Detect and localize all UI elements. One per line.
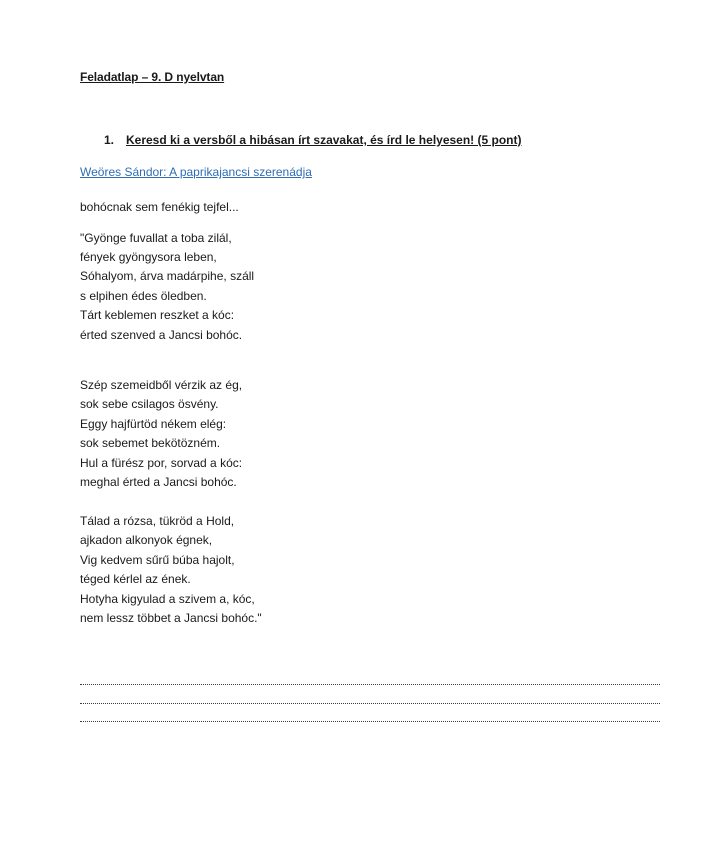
answer-line[interactable] xyxy=(80,703,660,704)
poem-line: sok sebemet bekötözném. xyxy=(80,436,221,450)
answer-line[interactable] xyxy=(80,684,660,685)
poem-line: "Gyönge fuvallat a toba zilál, xyxy=(80,231,232,245)
intro-line: bohócnak sem fenékig tejfel... xyxy=(80,200,239,214)
poem-line: érted szenved a Jancsi bohóc. xyxy=(80,328,243,342)
answer-line[interactable] xyxy=(80,721,660,722)
poem-line: Szép szemeidből vérzik az ég, xyxy=(80,378,243,392)
poem-line: Tárt keblemen reszket a kóc: xyxy=(80,308,235,322)
poem-line: nem lessz többet a Jancsi bohóc." xyxy=(80,611,262,625)
poem-line: sok sebe csilagos ösvény. xyxy=(80,397,219,411)
poem-line: Eggy hajfürtöd nékem elég: xyxy=(80,417,227,431)
poem-title-link[interactable]: Weöres Sándor: A paprikajancsi szerenádja xyxy=(80,165,312,179)
page-title: Feladatlap – 9. D nyelvtan xyxy=(80,70,225,84)
poem-line: ajkadon alkonyok égnek, xyxy=(80,533,213,547)
poem-line: Tálad a rózsa, tükröd a Hold, xyxy=(80,514,235,528)
task-number: 1. xyxy=(104,133,115,147)
poem-line: téged kérlel az ének. xyxy=(80,572,191,586)
poem-line: meghal érted a Jancsi bohóc. xyxy=(80,475,237,489)
task-instruction xyxy=(104,133,522,147)
poem-line: s elpihen édes öledben. xyxy=(80,289,207,303)
poem-line: Vig kedvem sűrű búba hajolt, xyxy=(80,553,235,567)
poem-line: Sóhalyom, árva madárpihe, száll xyxy=(80,269,255,283)
poem-line: Hul a fürész por, sorvad a kóc: xyxy=(80,456,243,470)
task-text: Keresd ki a versből a hibásan írt szavakat, és írd le helyesen! (5 pont) xyxy=(126,133,522,147)
poem-line: Hotyha kigyulad a szivem a, kóc, xyxy=(80,592,255,606)
poem-line: fények gyöngysora leben, xyxy=(80,250,217,264)
